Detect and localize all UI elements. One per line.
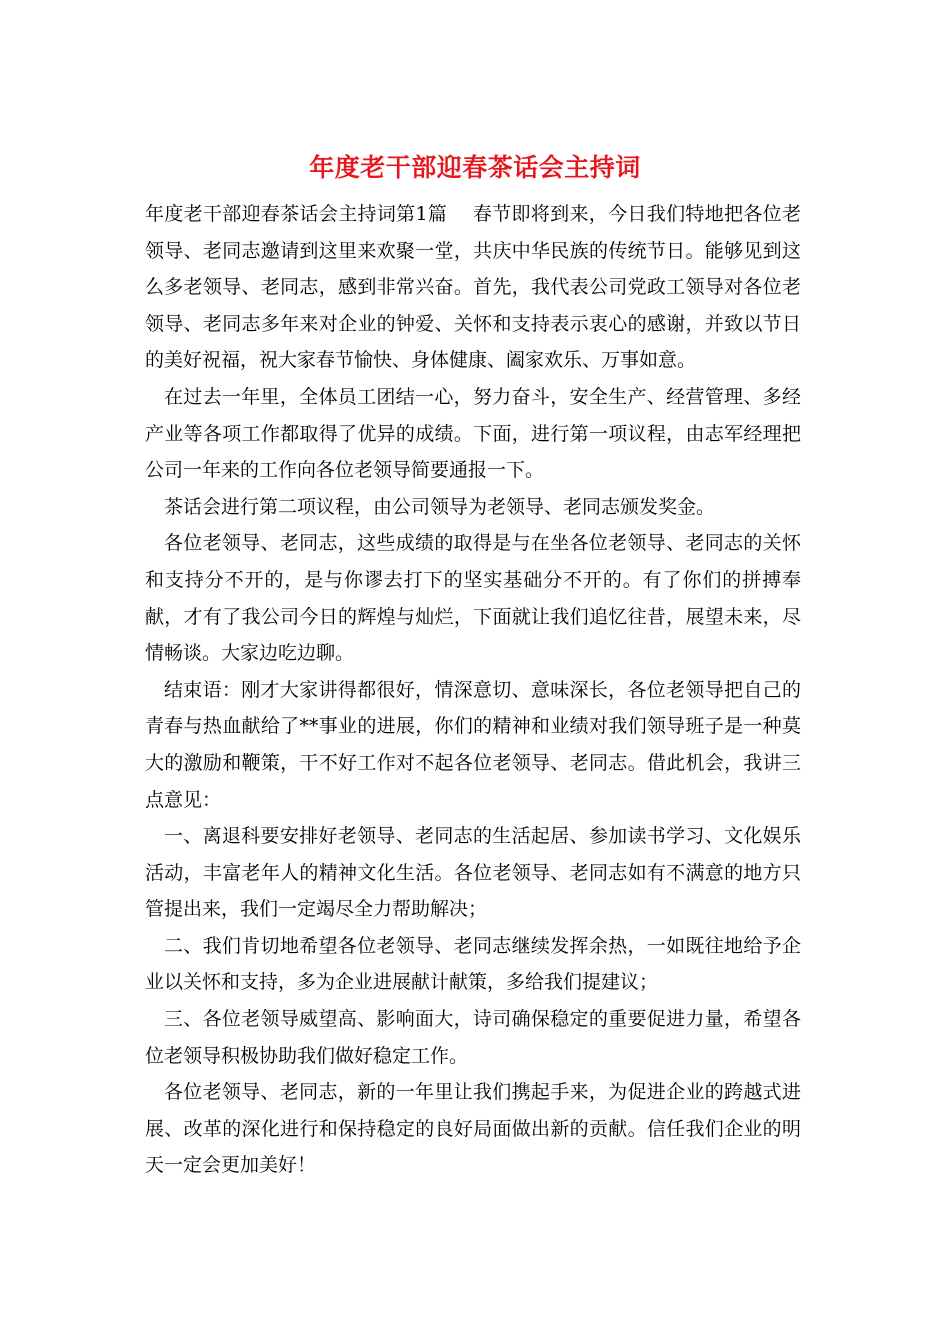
paragraph: 三、各位老领导威望高、影响面大，诗司确保稳定的重要促进力量，希望各位老领导积极协助我们做好稳定工作。 bbox=[145, 1008, 801, 1067]
document-title: 年度老干部迎春茶话会主持词 bbox=[309, 153, 641, 182]
paragraph: 二、我们肯切地希望各位老领导、老同志继续发挥余热，一如既往地给予企业以关怀和支持，多为企业进展献计献策，多给我们提建议； bbox=[145, 934, 801, 994]
paragraph: 各位老领导、老同志，这些成绩的取得是与在坐各位老领导、老同志的关怀和支持分不开的，是与你谬去打下的坚实基础分不开的。有了你们的拼搏奉献，才有了我公司今日的辉煌与灿烂，下面就让我们追忆往昔，展望未来，尽情畅谈。大家边吃边聊。 bbox=[145, 532, 801, 665]
document-body bbox=[145, 196, 801, 1184]
paragraph: 结束语：刚才大家讲得都很好，情深意切、意味深长，各位老领导把自己的青春与热血献给了**事业的进展，你们的精神和业绩对我们领导班子是一种莫大的激励和鞭策，干不好工作对不起各位老领导、老同志。借此机会，我讲三点意见： bbox=[145, 678, 801, 811]
paragraph: 一、离退科要安排好老领导、老同志的生活起居、参加读书学习、文化娱乐活动，丰富老年人的精神文化生活。各位老领导、老同志如有不满意的地方只管提出来，我们一定竭尽全力帮助解决； bbox=[145, 825, 801, 921]
paragraph: 在过去一年里，全体员工团结一心，努力奋斗，安全生产、经营管理、多经产业等各项工作都取得了优异的成绩。下面，进行第一项议程，由志军经理把公司一年来的工作向各位老领导简要通报一下。 bbox=[145, 385, 801, 482]
paragraph: 各位老领导、老同志，新的一年里让我们携起手来，为促进企业的跨越式进展、改革的深化进行和保持稳定的良好局面做出新的贡献。信任我们企业的明天一定会更加美好！ bbox=[145, 1081, 801, 1177]
paragraph: 茶话会进行第二项议程，由公司领导为老领导、老同志颁发奖金。 bbox=[164, 495, 716, 518]
paragraph: 年度老干部迎春茶话会主持词第1篇 春节即将到来，今日我们特地把各位老领导、老同志邀请到这里来欢聚一堂，共庆中华民族的传统节日。能够见到这么多老领导、老同志，感到非常兴奋。首先，我代表公司党政工领导对各位老领导、老同志多年来对企业的钟爱、关怀和支持表示衷心的感谢，并致以节日的美好祝福，祝大家春节愉快、身体健康、阖家欢乐、万事如意。 bbox=[145, 203, 801, 372]
